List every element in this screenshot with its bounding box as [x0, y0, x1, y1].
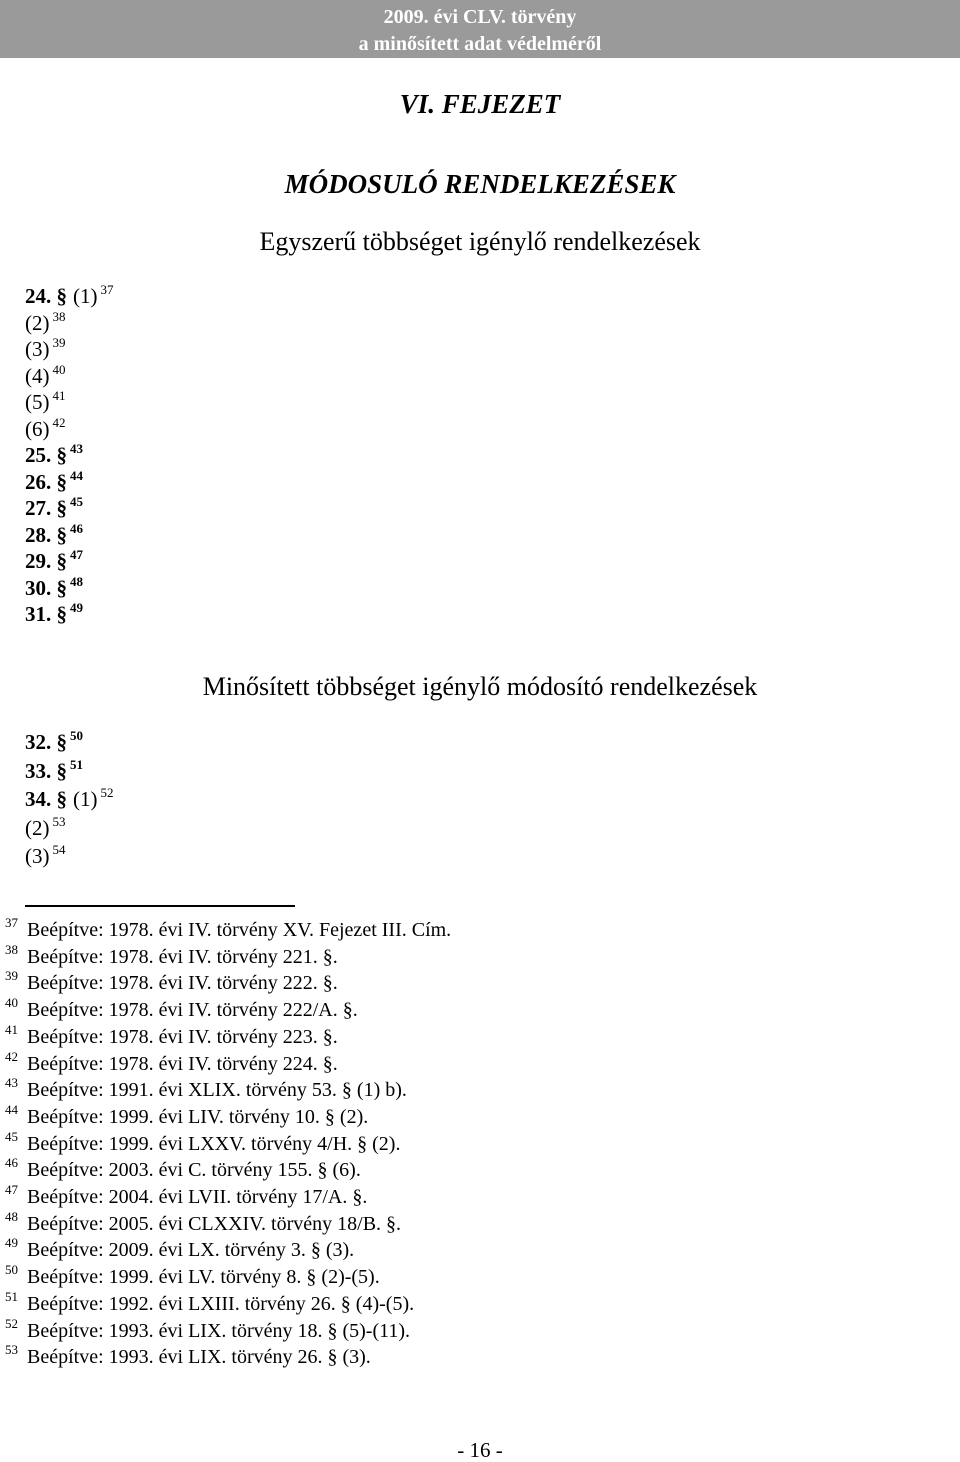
- footnote: 49 Beépítve: 2009. évi LX. törvény 3. § (3).: [5, 1235, 355, 1262]
- footnote-reference[interactable]: 50: [70, 728, 83, 743]
- footnote-reference[interactable]: 51: [70, 756, 83, 772]
- footnote-text: Beépítve: 2003. évi C. törvény 155. § (6).: [27, 1159, 361, 1182]
- subsection-number: (4): [25, 363, 50, 388]
- provision-line: [25, 549, 83, 573]
- footnote: 45 Beépítve: 1999. évi LXXV. törvény 4/H. § (2).: [5, 1128, 401, 1155]
- footnote-reference[interactable]: 39: [52, 335, 66, 350]
- footnote-reference[interactable]: 45: [70, 494, 83, 509]
- footnote-text: Beépítve: 1993. évi LIX. törvény 26. § (3).: [27, 1346, 371, 1369]
- footnote-text: Beépítve: 1999. évi LV. törvény 8. § (2)-(5).: [27, 1266, 380, 1289]
- footnote: 37 Beépítve: 1978. évi IV. törvény XV. Fejezet III. Cím.: [5, 915, 452, 941]
- footnote: 53 Beépítve: 1993. évi LIX. törvény 26. § (3).: [5, 1342, 371, 1369]
- footnote-reference[interactable]: 43: [70, 441, 83, 456]
- footnote-text: Beépítve: 1978. évi IV. törvény 222/A. §.: [27, 999, 358, 1022]
- subsection-number: (3): [25, 844, 50, 868]
- provision-line: [25, 496, 83, 520]
- footnote-reference[interactable]: 48: [70, 573, 83, 589]
- footnote-text: Beépítve: 1978. évi IV. törvény 224. §.: [27, 1052, 338, 1075]
- subsection-number: (6): [25, 416, 50, 441]
- paragraph-number: 29. §: [25, 549, 67, 573]
- provision-line: [25, 602, 83, 626]
- footnote: 40 Beépítve: 1978. évi IV. törvény 222/A. §.: [5, 995, 358, 1022]
- paragraph-number: 24. §: [25, 284, 67, 308]
- subsection-number: (5): [25, 390, 50, 414]
- footnote-text: Beépítve: 1978. évi IV. törvény XV. Fejezet III. Cím.: [27, 919, 452, 941]
- subsection-number: (1): [73, 284, 98, 308]
- footnote-reference[interactable]: 42: [52, 414, 66, 430]
- footnote: 52 Beépítve: 1993. évi LIX. törvény 18. § (5)-(11).: [5, 1315, 411, 1342]
- footnote-reference[interactable]: 52: [100, 785, 114, 800]
- paragraph-number: 33. §: [25, 758, 67, 783]
- footnote-reference[interactable]: 54: [52, 842, 66, 857]
- provision-line: [25, 414, 66, 441]
- footnote-text: Beépítve: 2009. évi LX. törvény 3. § (3).: [27, 1239, 355, 1262]
- footnote-text: Beépítve: 1999. évi LIV. törvény 10. § (2).: [27, 1105, 369, 1128]
- provision-line: [25, 390, 66, 414]
- subsection-number: (2): [25, 815, 50, 840]
- chapter-number: VI. FEJEZET: [399, 89, 561, 119]
- footnote-text: Beépítve: 1978. évi IV. törvény 222. §.: [27, 972, 338, 995]
- provision-line: [25, 361, 66, 388]
- footnote-reference[interactable]: 41: [52, 388, 66, 403]
- paragraph-number: 30. §: [25, 575, 67, 600]
- footnote-text: Beépítve: 2005. évi CLXXIV. törvény 18/B. §.: [27, 1212, 402, 1235]
- provision-line: [25, 756, 83, 783]
- provision-line: [25, 520, 83, 547]
- footnote-reference[interactable]: 53: [52, 813, 66, 829]
- paragraph-number: 25. §: [25, 443, 67, 467]
- footnote-reference[interactable]: 44: [70, 467, 83, 483]
- paragraph-number: 26. §: [25, 469, 67, 494]
- provision-line: [25, 573, 83, 600]
- provision-line: [25, 467, 83, 494]
- header-law-title: 2009. évi CLV. törvény: [383, 6, 577, 28]
- provision-line: [25, 813, 66, 840]
- footnote: 50 Beépítve: 1999. évi LV. törvény 8. § (2)-(5).: [5, 1262, 380, 1289]
- footnote: 42 Beépítve: 1978. évi IV. törvény 224. §.: [5, 1048, 338, 1075]
- footnote: 38 Beépítve: 1978. évi IV. törvény 221. §.: [5, 941, 338, 968]
- chapter-title: MÓDOSULÓ RENDELKEZÉSEK: [284, 169, 676, 199]
- header-law-subject: a minősített adat védelméről: [358, 33, 602, 55]
- footnote-text: Beépítve: 1992. évi LXIII. törvény 26. § (4)-(5).: [27, 1292, 415, 1315]
- provision-line: [25, 337, 66, 361]
- footnote-text: Beépítve: 1978. évi IV. törvény 223. §.: [27, 1025, 338, 1048]
- paragraph-number: 27. §: [25, 496, 67, 520]
- subsection-number: (1): [73, 787, 98, 811]
- provision-line: [25, 844, 66, 868]
- footnote-reference[interactable]: 49: [70, 600, 83, 615]
- provision-line: [25, 443, 83, 467]
- footnote: 41 Beépítve: 1978. évi IV. törvény 223. §.: [5, 1021, 338, 1048]
- provision-line: [25, 308, 66, 335]
- footnote-reference[interactable]: 46: [70, 520, 83, 536]
- page-number: - 16 -: [457, 1438, 503, 1462]
- section2-heading: Minősített többséget igénylő módosító rendelkezések: [202, 672, 758, 701]
- running-header: [0, 0, 960, 58]
- footnote-reference[interactable]: 40: [52, 361, 66, 377]
- provision-line: [25, 730, 83, 754]
- paragraph-number: 34. §: [25, 787, 67, 811]
- footnote-reference[interactable]: 47: [70, 547, 83, 562]
- footnote-text: Beépítve: 1993. évi LIX. törvény 18. § (5)-(11).: [27, 1319, 411, 1342]
- section1-heading: Egyszerű többséget igénylő rendelkezések: [259, 227, 701, 256]
- paragraph-number: 31. §: [25, 602, 67, 626]
- footnote: 46 Beépítve: 2003. évi C. törvény 155. § (6).: [5, 1155, 361, 1182]
- footnote-separator: [25, 905, 295, 907]
- subsection-number: (3): [25, 337, 50, 361]
- footnote-text: Beépítve: 1991. évi XLIX. törvény 53. § (1) b).: [27, 1079, 407, 1102]
- footnote-text: Beépítve: 1978. évi IV. törvény 221. §.: [27, 945, 338, 968]
- footnote-reference[interactable]: 37: [100, 282, 114, 297]
- footnote: 48 Beépítve: 2005. évi CLXXIV. törvény 18/B. §.: [5, 1208, 402, 1235]
- paragraph-number: 32. §: [25, 730, 67, 754]
- footnote-reference[interactable]: 38: [52, 308, 66, 324]
- footnote: 51 Beépítve: 1992. évi LXIII. törvény 26. § (4)-(5).: [5, 1288, 415, 1315]
- provision-line: [25, 284, 114, 308]
- footnote: 39 Beépítve: 1978. évi IV. törvény 222. §.: [5, 968, 338, 995]
- subsection-number: (2): [25, 310, 50, 335]
- footnote: 44 Beépítve: 1999. évi LIV. törvény 10. § (2).: [5, 1101, 369, 1128]
- footnote-text: Beépítve: 2004. évi LVII. törvény 17/A. §.: [27, 1186, 368, 1208]
- paragraph-number: 28. §: [25, 522, 67, 547]
- provision-line: [25, 787, 114, 811]
- footnote: 47 Beépítve: 2004. évi LVII. törvény 17/A. §.: [5, 1182, 368, 1208]
- footnote: 43 Beépítve: 1991. évi XLIX. törvény 53. § (1) b).: [5, 1075, 407, 1102]
- footnote-text: Beépítve: 1999. évi LXXV. törvény 4/H. § (2).: [27, 1132, 401, 1155]
